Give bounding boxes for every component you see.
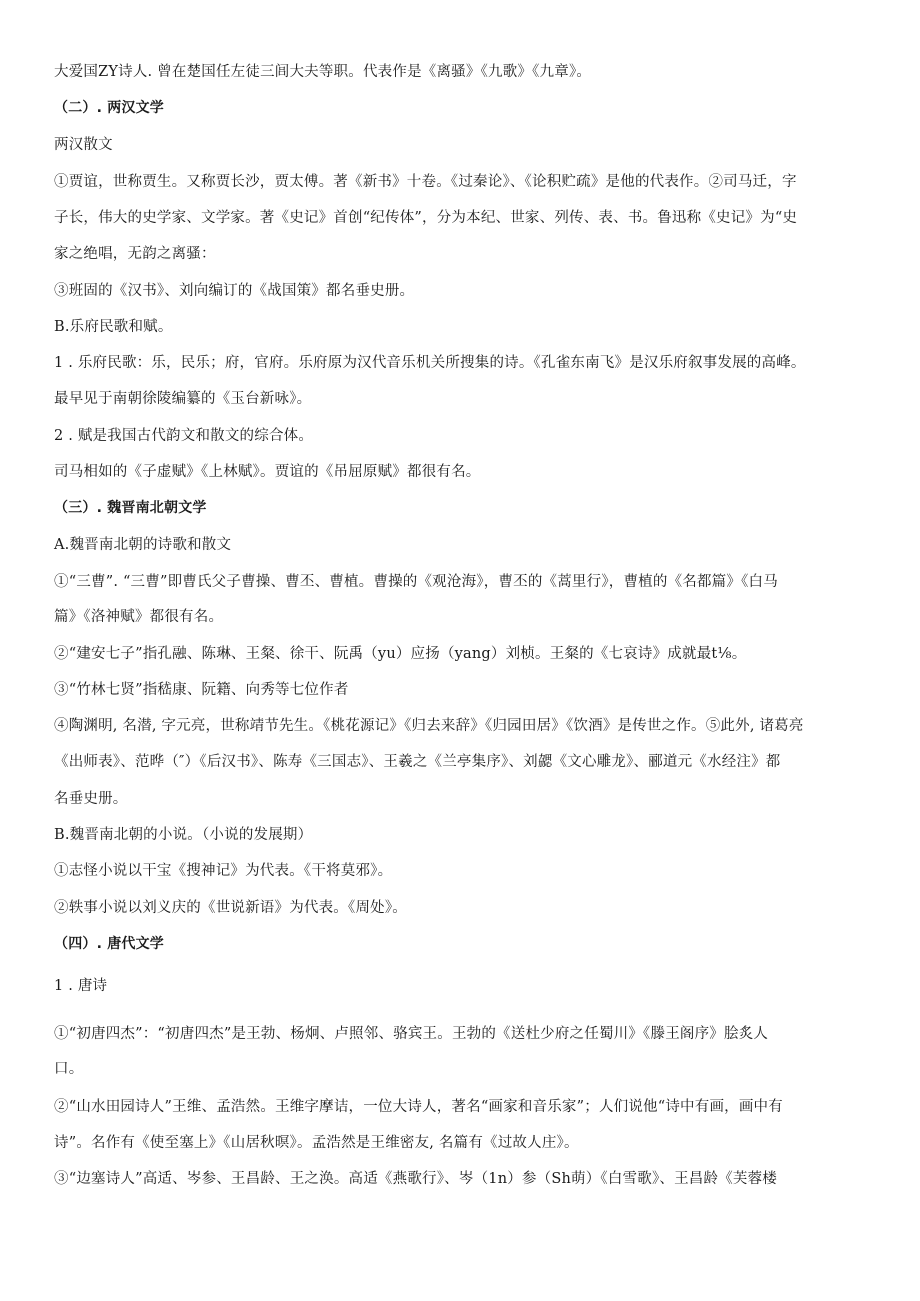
text-line: ②“建安七子”指孔融、陈琳、王粲、徐干、阮禹（yu）应扬（yang）刘桢。王粲的《七哀诗》成就最t⅛。	[54, 646, 747, 662]
section-heading: （二）. 两汉文学	[54, 100, 164, 116]
text-line: ③“边塞诗人”高适、岑参、王昌龄、王之涣。高适《燕歌行》、岑（1n）参（Sh萌）《白雪歌》、王昌龄《芙蓉楼	[54, 1171, 778, 1187]
subheading: B.魏晋南北朝的小说。（小说的发展期）	[54, 827, 313, 843]
section-heading: （三）. 魏晋南北朝文学	[54, 500, 207, 516]
text-line: ④陶渊明, 名潜, 字元亮，世称靖节先生。《桃花源记》《归去来辞》《归园田居》《饮酒》是传世之作。⑤此外, 诸葛亮	[54, 718, 804, 734]
text-line: 大爱国ZY诗人. 曾在楚国任左徒三闾大夫等职。代表作是《离骚》《九歌》《九章》。	[54, 64, 592, 80]
text-line: 篇》《洛神赋》都很有名。	[54, 609, 224, 625]
text-line: 2 . 赋是我国古代韵文和散文的综合体。	[54, 428, 314, 444]
text-line: ①贾谊，世称贾生。又称贾长沙，贾太傅。著《新书》十卷。《过秦论》、《论积贮疏》是他的代表作。②司马迁，字	[54, 174, 797, 190]
section-heading: （四）. 唐代文学	[54, 936, 164, 952]
text-line: 诗”。名作有《使至塞上》《山居秋暝》。孟浩然是王维密友, 名篇有《过故人庄》。	[54, 1135, 579, 1151]
text-line: ①“三曹”. “三曹”即曹氏父子曹操、曹丕、曹植。曹操的《观沧海》，曹丕的《蒿里行》，曹植的《名都篇》《白马	[54, 574, 778, 590]
text-line: ②“山水田园诗人”王维、孟浩然。王维字摩诘，一位大诗人，著名“画家和音乐家”；人们说他“诗中有画，画中有	[54, 1099, 783, 1115]
text-line: 家之绝唱，无韵之离骚：	[54, 246, 216, 262]
text-line: 名垂史册。	[54, 791, 128, 807]
subheading: A.魏晋南北朝的诗歌和散文	[54, 537, 232, 553]
text-line: ①“初唐四杰”：“初唐四杰”是王勃、杨炯、卢照邻、骆宾王。王勃的《送杜少府之任蜀川》《滕王阁序》脍炙人	[54, 1026, 769, 1042]
text-line: 1 . 乐府民歌：乐，民乐；府，官府。乐府原为汉代音乐机关所搜集的诗。《孔雀东南飞》是汉乐府叙事发展的高峰。	[54, 355, 806, 371]
text-line: ①志怪小说以干宝《搜神记》为代表。《干将莫邪》。	[54, 863, 393, 879]
text-line: 最早见于南朝徐陵编纂的《玉台新咏》。	[54, 391, 312, 407]
text-line: 口。	[54, 1061, 84, 1077]
text-line: 司马相如的《子虚赋》《上林赋》。贾谊的《吊屈原赋》都很有名。	[54, 464, 481, 480]
text-line: 《出师表》、范晔（″）《后汉书》、陈寿《三国志》、王羲之《兰亭集序》、刘勰《文心雕龙》、郦道元《水经注》都	[54, 754, 781, 770]
subheading: 两汉散文	[54, 137, 113, 153]
text-line: 子长，伟大的史学家、文学家。著《史记》首创“纪传体”，分为本纪、世家、列传、表、书。鲁迅称《史记》为“史	[54, 210, 798, 226]
text-line: ②轶事小说以刘义庆的《世说新语》为代表。《周处》。	[54, 900, 407, 916]
text-line: ③“竹林七贤”指嵇康、阮籍、向秀等七位作者	[54, 682, 349, 698]
subheading: B.乐府民歌和赋。	[54, 319, 173, 335]
subheading: 1 . 唐诗	[54, 978, 108, 994]
text-line: ③班固的《汉书》、刘向编订的《战国策》都名垂史册。	[54, 283, 415, 299]
